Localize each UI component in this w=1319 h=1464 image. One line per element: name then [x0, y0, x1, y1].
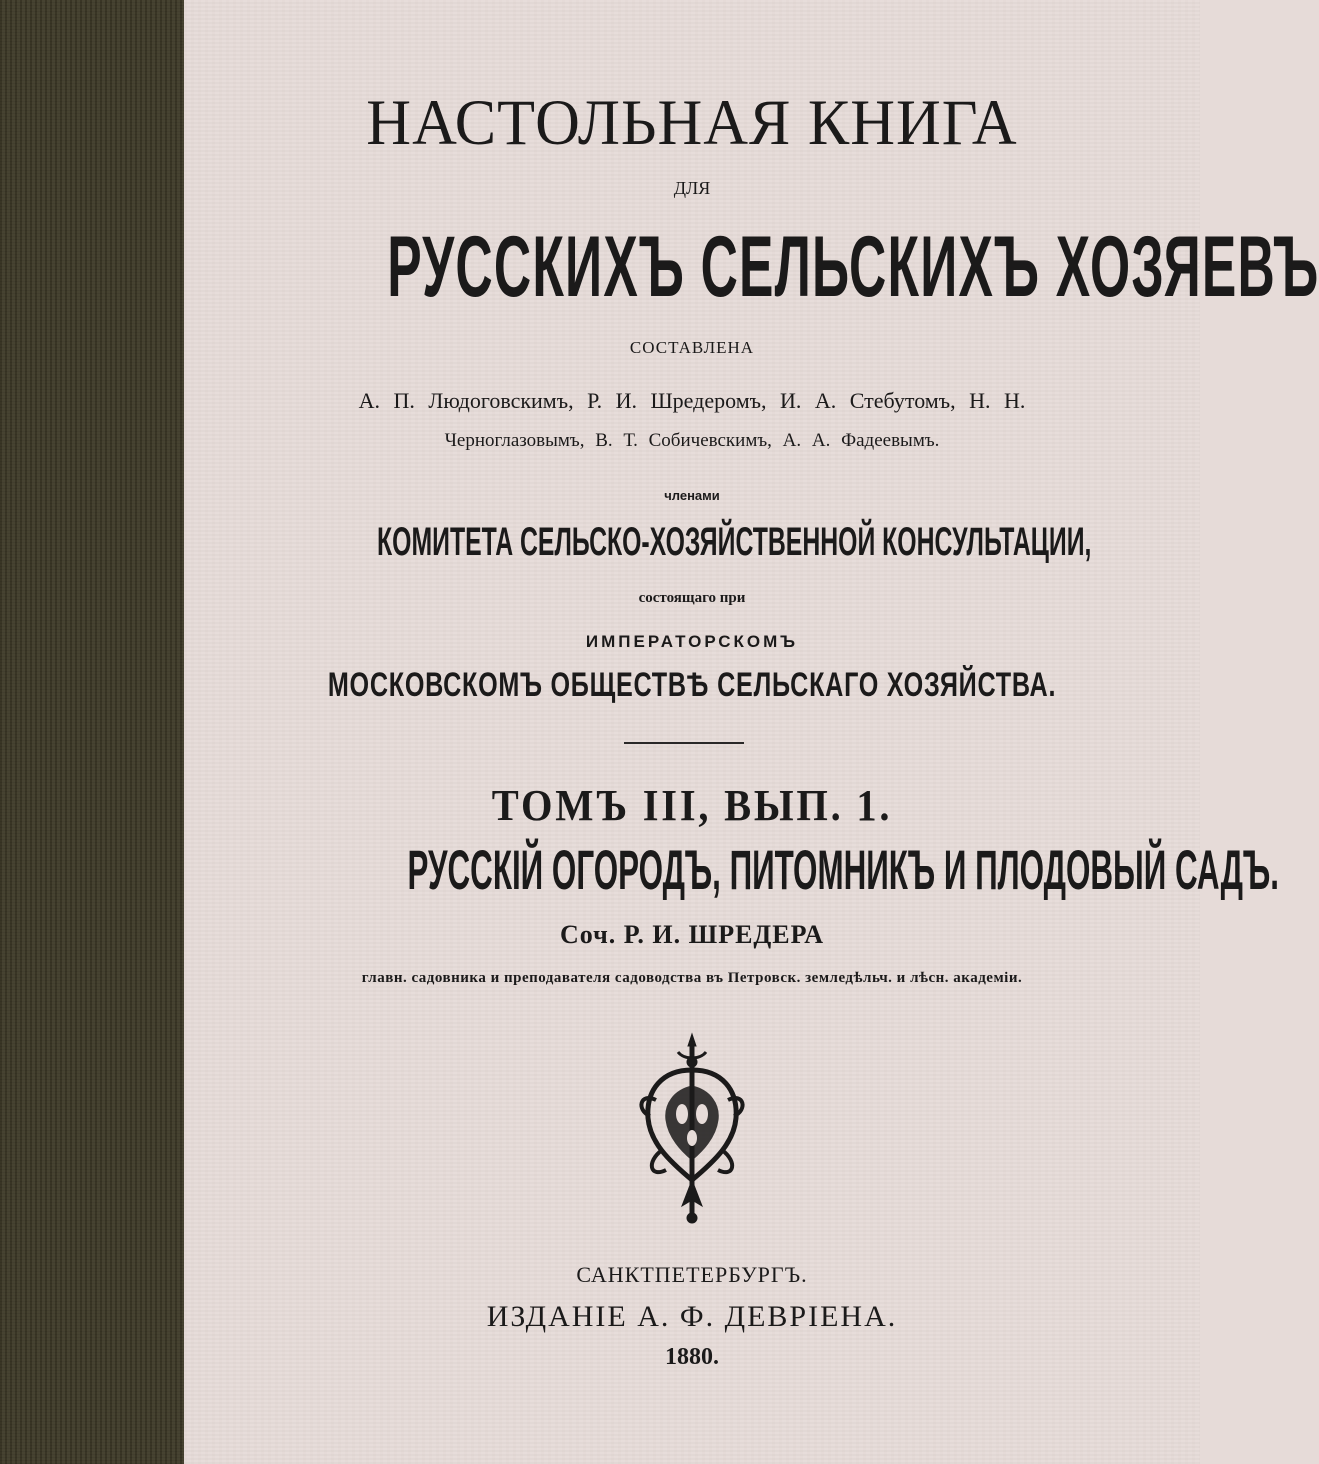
compiled-label: СОСТАВЛЕНА: [629, 338, 755, 357]
printers-mark-emblem-icon: [632, 1030, 752, 1226]
volume-number: ТОМЪ III, ВЫП. 1.: [491, 781, 893, 830]
imperial-label: ИМПЕРАТОРСКОМЪ: [585, 632, 799, 651]
author-role: главн. садовника и преподавателя садоводства въ Петровск. земледѣльч. и лѣсн. академіи.: [361, 970, 1023, 986]
authors-line-1: А. П. Людоговскимъ, Р. И. Шредеромъ, И. А. Стебутомъ, Н. Н.: [358, 388, 1026, 413]
title-page: [184, 0, 1319, 1464]
society-name: МОСКОВСКОМЪ ОБЩЕСТВѢ СЕЛЬСКАГО ХОЗЯЙСТВА.: [327, 666, 1057, 704]
divider-rule: [624, 742, 744, 744]
publisher: ИЗДАНІЕ А. Ф. ДЕВРІЕНА.: [486, 1300, 898, 1333]
title-preposition: ДЛЯ: [673, 178, 711, 198]
publication-year: 1880.: [665, 1344, 719, 1370]
book-subtitle: РУССКИХЪ СЕЛЬСКИХЪ ХОЗЯЕВЪ: [387, 219, 1319, 315]
book-spine: [0, 0, 184, 1464]
authors-line-2: Черноглазовымъ, В. Т. Собичевскимъ, А. А. Фадеевымъ.: [444, 430, 940, 451]
publication-city: САНКТПЕТЕРБУРГЪ.: [576, 1262, 808, 1287]
volume-subject: РУССКІЙ ОГОРОДЪ, ПИТОМНИКЪ И ПЛОДОВЫЙ САДЪ.: [407, 838, 1280, 901]
book-title: НАСТОЛЬНАЯ КНИГА: [366, 87, 1018, 159]
members-label: членами: [664, 488, 720, 503]
committee-name: КОМИТЕТА СЕЛЬСКО-ХОЗЯЙСТВЕННОЙ КОНСУЛЬТАЦИИ,: [377, 520, 1092, 564]
attached-label: состоящаго при: [638, 590, 746, 606]
volume-author: Соч. Р. И. ШРЕДЕРА: [560, 920, 824, 949]
